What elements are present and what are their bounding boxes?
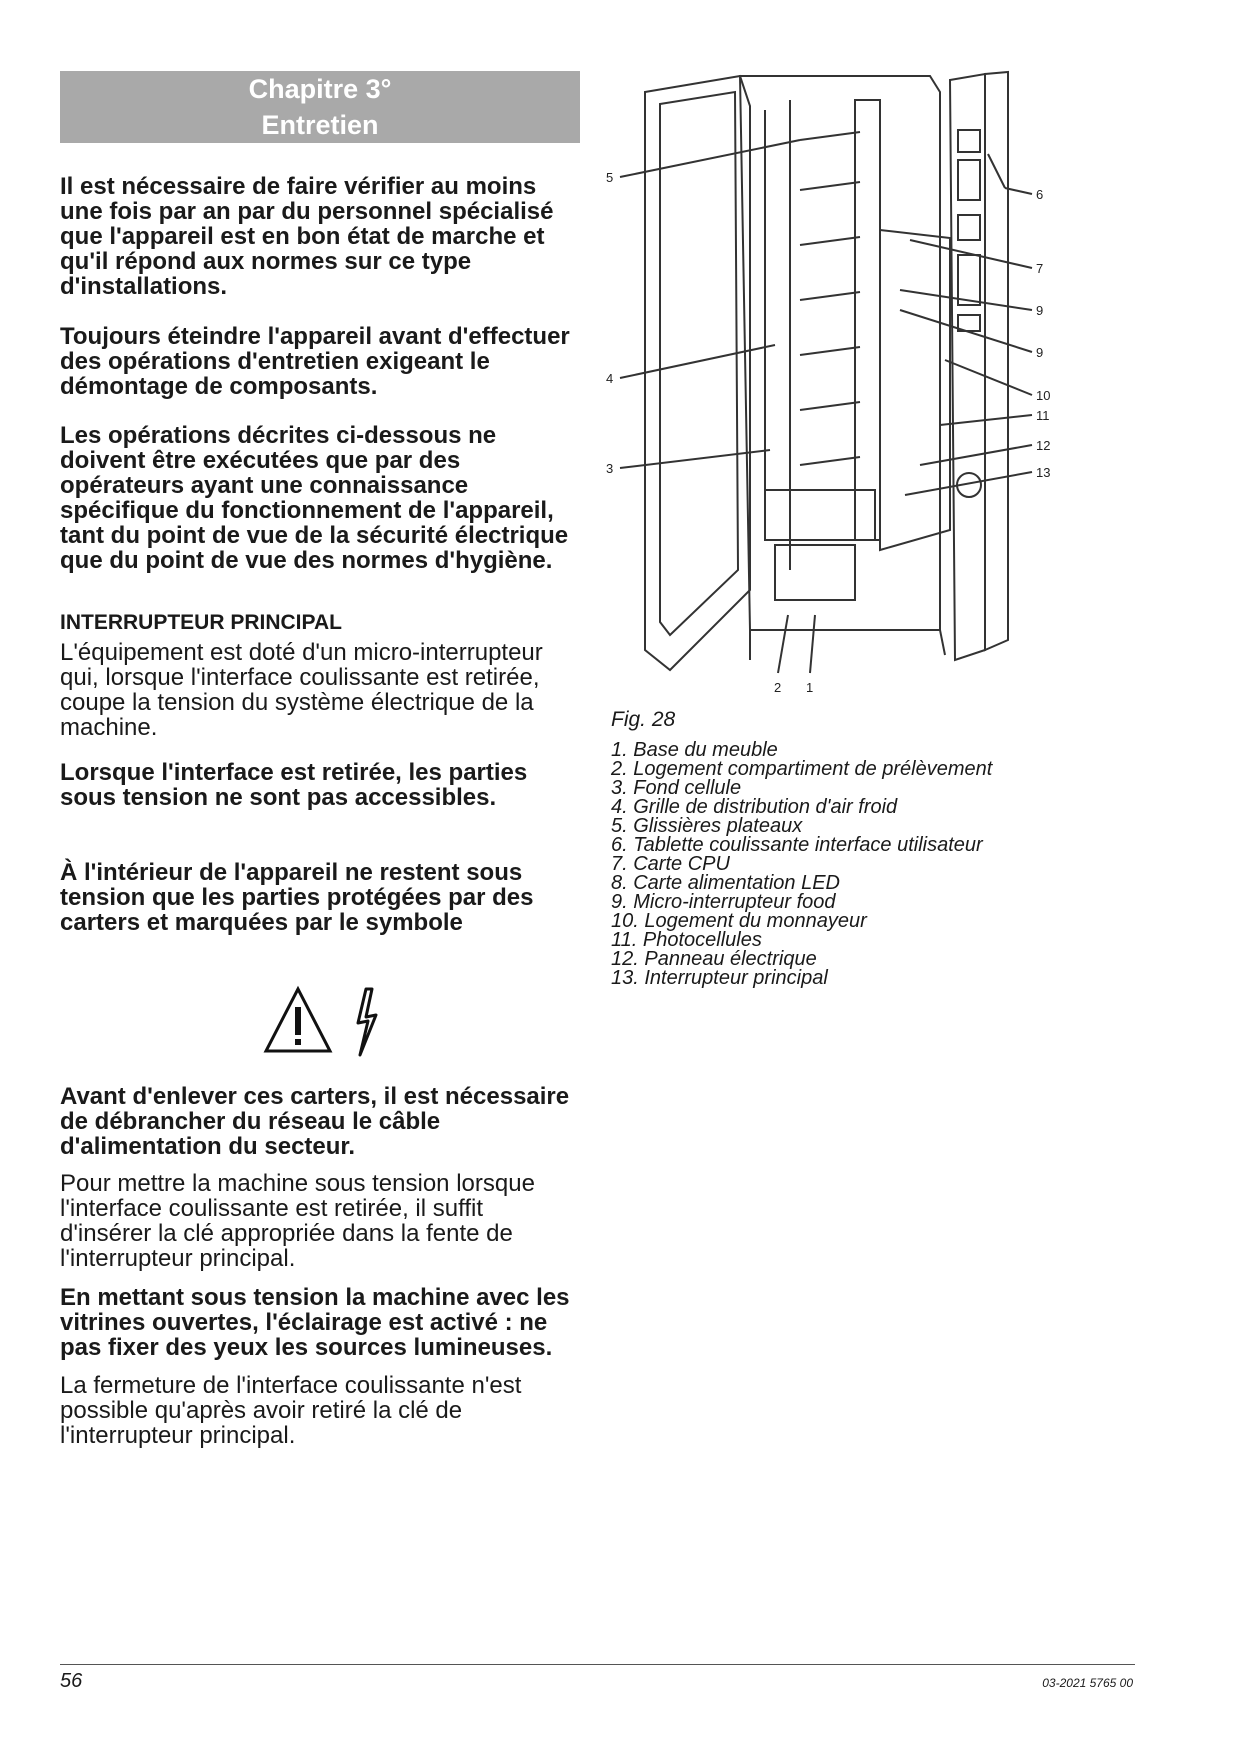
paragraph-microswitch: L'équipement est doté d'un micro-interrupteur qui, lorsque l'interface coulissante est retirée, coupe la tension du système électrique de la machine.	[60, 639, 543, 741]
machine-illustration	[600, 70, 1100, 700]
paragraph-interface-removed: Lorsque l'interface est retirée, les parties sous tension ne sont pas accessibles.	[60, 759, 528, 811]
paragraph-close-interface: La fermeture de l'interface coulissante n'est possible qu'après avoir retiré la clé de l'interrupteur principal.	[60, 1372, 522, 1449]
callout-7: 7	[1036, 261, 1044, 276]
callout-4: 4	[606, 371, 614, 386]
callout-3: 3	[606, 461, 614, 476]
chapter-title-box	[60, 71, 580, 143]
callout-10: 10	[1036, 388, 1051, 403]
legend-item: 12. Panneau électrique	[611, 948, 817, 970]
callout-13: 13	[1036, 465, 1051, 480]
legend-item: 8. Carte alimentation LED	[611, 872, 841, 894]
legend-item: 2. Logement compartiment de prélèvement	[611, 758, 993, 780]
callout-11: 11	[1036, 408, 1050, 423]
paragraph-remove-guards: Avant d'enlever ces carters, il est nécessaire de débrancher du réseau le câble d'alimentation du secteur.	[60, 1083, 570, 1160]
legend-item: 3. Fond cellule	[611, 777, 742, 799]
figure-legend	[611, 741, 1091, 988]
paragraph-switch-off: Toujours éteindre l'appareil avant d'effectuer des opérations d'entretien exigeant le démontage de composants.	[60, 323, 570, 400]
paragraph-live-parts: À l'intérieur de l'appareil ne restent sous tension que les parties protégées par des carters et marquées par le symbole	[60, 859, 534, 936]
chapter-title: Entretien	[261, 110, 379, 140]
paragraph-operators: Les opérations décrites ci-dessous ne doivent être exécutées que par des opérateurs ayant une connaissance spécifique du fonctionnement de l'appareil, tant du point de vue de la sécurité électrique que du point de vue des normes d'hygiène.	[60, 422, 569, 574]
callout-6: 6	[1036, 187, 1044, 202]
callout-5: 5	[606, 170, 614, 185]
callout-9a: 9	[1036, 303, 1044, 318]
hazard-symbols	[262, 985, 392, 1060]
callout-2: 2	[774, 680, 782, 695]
footer-divider	[60, 1664, 1135, 1665]
legend-item: 10. Logement du monnayeur	[611, 910, 867, 932]
chapter-header	[60, 71, 580, 143]
paragraph-lighting-warning: En mettant sous tension la machine avec les vitrines ouvertes, l'éclairage est activé : ne pas fixer des yeux les sources lumineuses.	[60, 1284, 570, 1361]
legend-item: 11. Photocellules	[611, 929, 762, 951]
figure-caption: Fig. 28	[611, 708, 676, 731]
legend-item: 4. Grille de distribution d'air froid	[611, 796, 898, 818]
callout-1: 1	[806, 680, 814, 695]
section-heading-main-switch: INTERRUPTEUR PRINCIPAL	[60, 611, 342, 634]
chapter-number: Chapitre 3°	[248, 74, 392, 104]
legend-item: 13. Interrupteur principal	[611, 967, 828, 989]
lightning-bolt-icon	[358, 989, 376, 1055]
callout-12: 12	[1036, 438, 1051, 453]
paragraph-power-on-key: Pour mettre la machine sous tension lorsque l'interface coulissante est retirée, il suffit d'insérer la clé appropriée dans la fente de l'interrupteur principal.	[60, 1170, 535, 1272]
document-code: 03-2021 5765 00	[1042, 1676, 1133, 1690]
paragraph-annual-check: Il est nécessaire de faire vérifier au moins une fois par an par du personnel spécialisé que l'appareil est en bon état de marche et qu'il répond aux normes sur ce type d'installations.	[60, 173, 554, 300]
legend-item: 1. Base du meuble	[611, 739, 778, 761]
warning-triangle-icon	[266, 989, 330, 1051]
legend-item: 7. Carte CPU	[611, 853, 730, 875]
page-number: 56	[60, 1670, 83, 1692]
legend-item: 6. Tablette coulissante interface utilisateur	[611, 834, 983, 856]
callout-9b: 9	[1036, 345, 1044, 360]
legend-item: 5. Glissières plateaux	[611, 815, 803, 837]
legend-item: 9. Micro-interrupteur food	[611, 891, 836, 913]
